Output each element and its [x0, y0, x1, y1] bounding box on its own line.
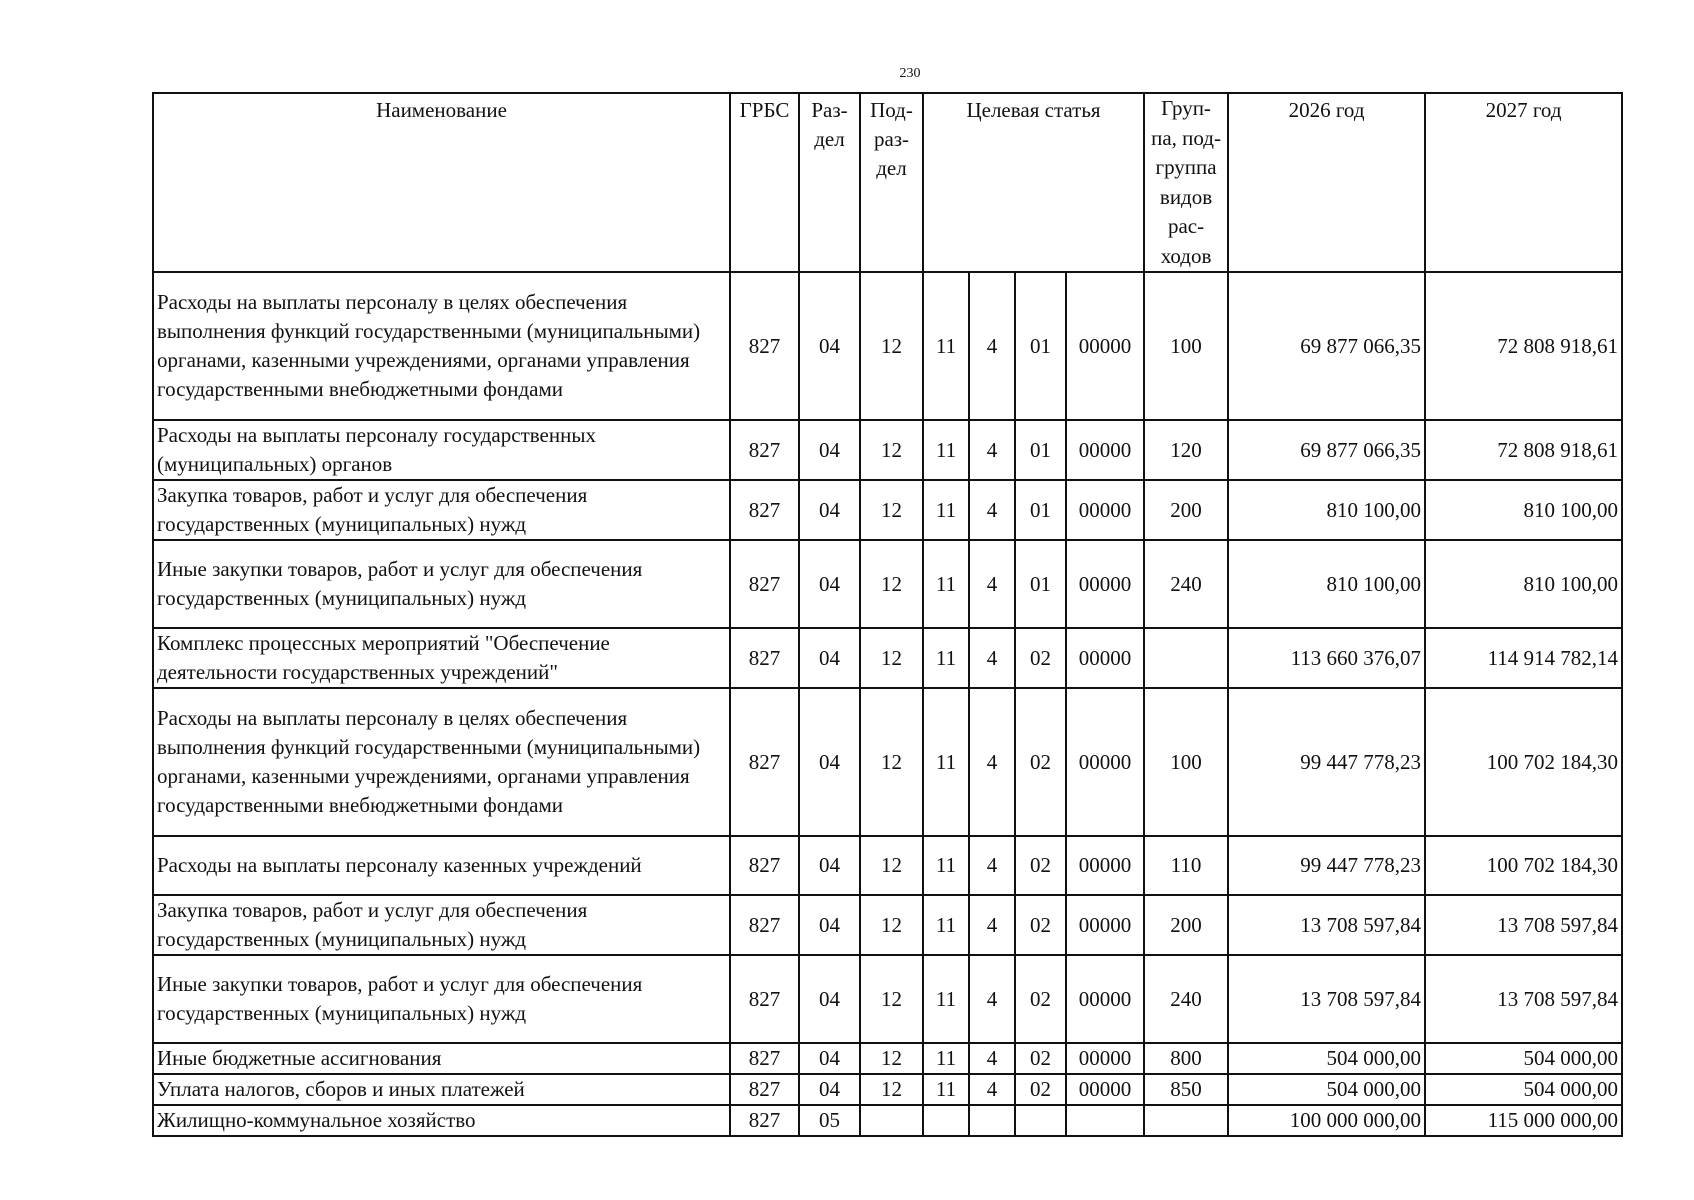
table-cell-2027: 504 000,00: [1425, 1074, 1622, 1105]
table-cell-razdel: 04: [799, 1043, 860, 1074]
table-row: [153, 540, 1622, 628]
table-cell-grbs: 827: [730, 1043, 799, 1074]
table-cell-cs-type: 4: [969, 1074, 1015, 1105]
table-cell-2026: 99 447 778,23: [1228, 836, 1425, 895]
table-cell-cs-program: 11: [923, 895, 969, 955]
table-cell-vr: 800: [1144, 1043, 1228, 1074]
table-cell-2026: 504 000,00: [1228, 1074, 1425, 1105]
table-cell-vr: 110: [1144, 836, 1228, 895]
table-cell-cs-direction: 00000: [1066, 540, 1144, 628]
table-cell-razdel: 04: [799, 688, 860, 836]
table-cell-cs-direction: 00000: [1066, 480, 1144, 540]
table-cell-name: Иные закупки товаров, работ и услуг для обеспечения государственных (муниципальных) нужд: [153, 540, 730, 628]
table-cell-cs-type: 4: [969, 540, 1015, 628]
table-cell-cs-direction: 00000: [1066, 1074, 1144, 1105]
table-cell-cs-element: 02: [1015, 688, 1066, 836]
table-cell-cs-program: 11: [923, 1074, 969, 1105]
table-cell-cs-program: 11: [923, 955, 969, 1043]
table-cell-cs-program: 11: [923, 480, 969, 540]
table-cell-podrazdel: 12: [860, 836, 923, 895]
table-cell-2026: 99 447 778,23: [1228, 688, 1425, 836]
table-row: [153, 628, 1622, 688]
table-cell-cs-element: 02: [1015, 836, 1066, 895]
table-cell-2026: 113 660 376,07: [1228, 628, 1425, 688]
table-cell-cs-type: 4: [969, 688, 1015, 836]
table-cell-vr: 850: [1144, 1074, 1228, 1105]
table-cell-cs-type: 4: [969, 836, 1015, 895]
table-cell-grbs: 827: [730, 628, 799, 688]
table-cell-razdel: 04: [799, 895, 860, 955]
table-cell-razdel: 04: [799, 480, 860, 540]
table-cell-name: Расходы на выплаты персоналу государственных (муниципальных) органов: [153, 420, 730, 480]
table-cell-cs-element: 01: [1015, 540, 1066, 628]
table-cell-2026: 100 000 000,00: [1228, 1105, 1425, 1136]
table-cell-cs-program: [923, 1105, 969, 1136]
table-cell-cs-direction: 00000: [1066, 272, 1144, 420]
table-cell-cs-element: 01: [1015, 480, 1066, 540]
table-row: [153, 955, 1622, 1043]
header-podrazdel: Под- раз- дел: [860, 93, 923, 272]
table-cell-2027: 810 100,00: [1425, 480, 1622, 540]
table-cell-podrazdel: 12: [860, 628, 923, 688]
table-cell-podrazdel: 12: [860, 688, 923, 836]
table-cell-razdel: 04: [799, 628, 860, 688]
table-cell-razdel: 04: [799, 1074, 860, 1105]
table-cell-grbs: 827: [730, 420, 799, 480]
table-cell-2026: 13 708 597,84: [1228, 955, 1425, 1043]
table-cell-grbs: 827: [730, 688, 799, 836]
table-cell-razdel: 04: [799, 420, 860, 480]
table-cell-cs-direction: 00000: [1066, 836, 1144, 895]
table-cell-cs-program: 11: [923, 688, 969, 836]
table-cell-cs-type: 4: [969, 955, 1015, 1043]
table-cell-cs-element: 02: [1015, 628, 1066, 688]
table-cell-vr: 100: [1144, 688, 1228, 836]
table-cell-razdel: 04: [799, 272, 860, 420]
table-cell-2027: 810 100,00: [1425, 540, 1622, 628]
page-number: 230: [899, 66, 921, 81]
table-cell-cs-direction: 00000: [1066, 628, 1144, 688]
table-cell-razdel: 04: [799, 540, 860, 628]
table-row: [153, 1043, 1622, 1074]
table-cell-podrazdel: [860, 1105, 923, 1136]
table-cell-2026: 810 100,00: [1228, 540, 1425, 628]
table-cell-cs-type: 4: [969, 480, 1015, 540]
table-cell-name: Иные бюджетные ассигнования: [153, 1043, 730, 1074]
table-cell-cs-program: 11: [923, 628, 969, 688]
table-cell-name: Расходы на выплаты персоналу в целях обеспечения выполнения функций государственными (муниципальными) органами, казенными учреждениями, органами управления государственными внебюджетными фондами: [153, 272, 730, 420]
table-cell-razdel: 05: [799, 1105, 860, 1136]
table-cell-cs-type: 4: [969, 420, 1015, 480]
header-name: Наименование: [153, 93, 730, 272]
table-header-row: [153, 93, 1622, 272]
table-cell-razdel: 04: [799, 836, 860, 895]
header-2027: 2027 год: [1425, 93, 1622, 272]
table-cell-podrazdel: 12: [860, 540, 923, 628]
table-cell-cs-element: 01: [1015, 272, 1066, 420]
table-cell-2027: 13 708 597,84: [1425, 955, 1622, 1043]
table-cell-2027: 100 702 184,30: [1425, 688, 1622, 836]
header-gruppa-vidov-rashodov: Груп- па, под- группа видов рас- ходов: [1144, 93, 1228, 272]
table-row: [153, 480, 1622, 540]
table-cell-vr: 200: [1144, 480, 1228, 540]
table-cell-grbs: 827: [730, 540, 799, 628]
table-cell-grbs: 827: [730, 955, 799, 1043]
table-cell-podrazdel: 12: [860, 1074, 923, 1105]
table-row: [153, 836, 1622, 895]
table-cell-name: Расходы на выплаты персоналу в целях обеспечения выполнения функций государственными (муниципальными) органами, казенными учреждениями, органами управления государственными внебюджетными фондами: [153, 688, 730, 836]
table-cell-cs-element: 02: [1015, 1043, 1066, 1074]
header-razdel: Раз- дел: [799, 93, 860, 272]
table-cell-2027: 72 808 918,61: [1425, 420, 1622, 480]
table-cell-grbs: 827: [730, 895, 799, 955]
table-cell-vr: 100: [1144, 272, 1228, 420]
table-cell-2026: 13 708 597,84: [1228, 895, 1425, 955]
table-cell-vr: 120: [1144, 420, 1228, 480]
table-cell-razdel: 04: [799, 955, 860, 1043]
table-cell-cs-type: 4: [969, 272, 1015, 420]
table-row: [153, 420, 1622, 480]
table-cell-cs-type: 4: [969, 628, 1015, 688]
header-2026: 2026 год: [1228, 93, 1425, 272]
table-cell-podrazdel: 12: [860, 955, 923, 1043]
table-cell-cs-direction: 00000: [1066, 1043, 1144, 1074]
table-cell-podrazdel: 12: [860, 480, 923, 540]
table-cell-cs-program: 11: [923, 272, 969, 420]
table-cell-2026: 69 877 066,35: [1228, 420, 1425, 480]
table-row: [153, 1074, 1622, 1105]
header-celevaya-statya: Целевая статья: [923, 93, 1144, 272]
table-cell-cs-direction: 00000: [1066, 895, 1144, 955]
table-cell-cs-element: 02: [1015, 955, 1066, 1043]
table-cell-grbs: 827: [730, 1105, 799, 1136]
budget-table: [152, 92, 1623, 1137]
table-cell-cs-program: 11: [923, 1043, 969, 1074]
table-cell-cs-type: 4: [969, 1043, 1015, 1074]
table-cell-cs-direction: 00000: [1066, 420, 1144, 480]
table-cell-2027: 13 708 597,84: [1425, 895, 1622, 955]
table-cell-vr: [1144, 1105, 1228, 1136]
table-cell-name: Закупка товаров, работ и услуг для обеспечения государственных (муниципальных) нужд: [153, 480, 730, 540]
table-cell-grbs: 827: [730, 1074, 799, 1105]
table-cell-2026: 69 877 066,35: [1228, 272, 1425, 420]
table-cell-2027: 115 000 000,00: [1425, 1105, 1622, 1136]
table-cell-grbs: 827: [730, 272, 799, 420]
header-grbs: ГРБС: [730, 93, 799, 272]
table-cell-name: Комплекс процессных мероприятий "Обеспечение деятельности государственных учреждений": [153, 628, 730, 688]
table-cell-cs-program: 11: [923, 836, 969, 895]
table-cell-2026: 504 000,00: [1228, 1043, 1425, 1074]
table-row: [153, 1105, 1622, 1136]
table-cell-2027: 114 914 782,14: [1425, 628, 1622, 688]
table-cell-2026: 810 100,00: [1228, 480, 1425, 540]
table-cell-name: Расходы на выплаты персоналу казенных учреждений: [153, 836, 730, 895]
table-cell-podrazdel: 12: [860, 895, 923, 955]
table-cell-vr: 200: [1144, 895, 1228, 955]
table-row: [153, 895, 1622, 955]
table-cell-cs-element: 02: [1015, 895, 1066, 955]
table-cell-2027: 504 000,00: [1425, 1043, 1622, 1074]
table-cell-name: Закупка товаров, работ и услуг для обеспечения государственных (муниципальных) нужд: [153, 895, 730, 955]
table-cell-cs-program: 11: [923, 420, 969, 480]
table-cell-name: Иные закупки товаров, работ и услуг для обеспечения государственных (муниципальных) нужд: [153, 955, 730, 1043]
table-row: [153, 688, 1622, 836]
table-cell-cs-element: 01: [1015, 420, 1066, 480]
table-cell-cs-element: [1015, 1105, 1066, 1136]
table-cell-grbs: 827: [730, 836, 799, 895]
table-cell-cs-element: 02: [1015, 1074, 1066, 1105]
table-cell-podrazdel: 12: [860, 272, 923, 420]
table-cell-grbs: 827: [730, 480, 799, 540]
table-cell-podrazdel: 12: [860, 1043, 923, 1074]
table-cell-podrazdel: 12: [860, 420, 923, 480]
table-cell-vr: [1144, 628, 1228, 688]
table-cell-2027: 72 808 918,61: [1425, 272, 1622, 420]
table-cell-cs-direction: 00000: [1066, 955, 1144, 1043]
table-row: [153, 272, 1622, 420]
table-cell-vr: 240: [1144, 955, 1228, 1043]
table-cell-cs-direction: [1066, 1105, 1144, 1136]
table-cell-cs-program: 11: [923, 540, 969, 628]
table-cell-cs-type: [969, 1105, 1015, 1136]
table-cell-vr: 240: [1144, 540, 1228, 628]
table-cell-name: Жилищно-коммунальное хозяйство: [153, 1105, 730, 1136]
table-cell-name: Уплата налогов, сборов и иных платежей: [153, 1074, 730, 1105]
table-cell-cs-direction: 00000: [1066, 688, 1144, 836]
table-cell-2027: 100 702 184,30: [1425, 836, 1622, 895]
table-cell-cs-type: 4: [969, 895, 1015, 955]
